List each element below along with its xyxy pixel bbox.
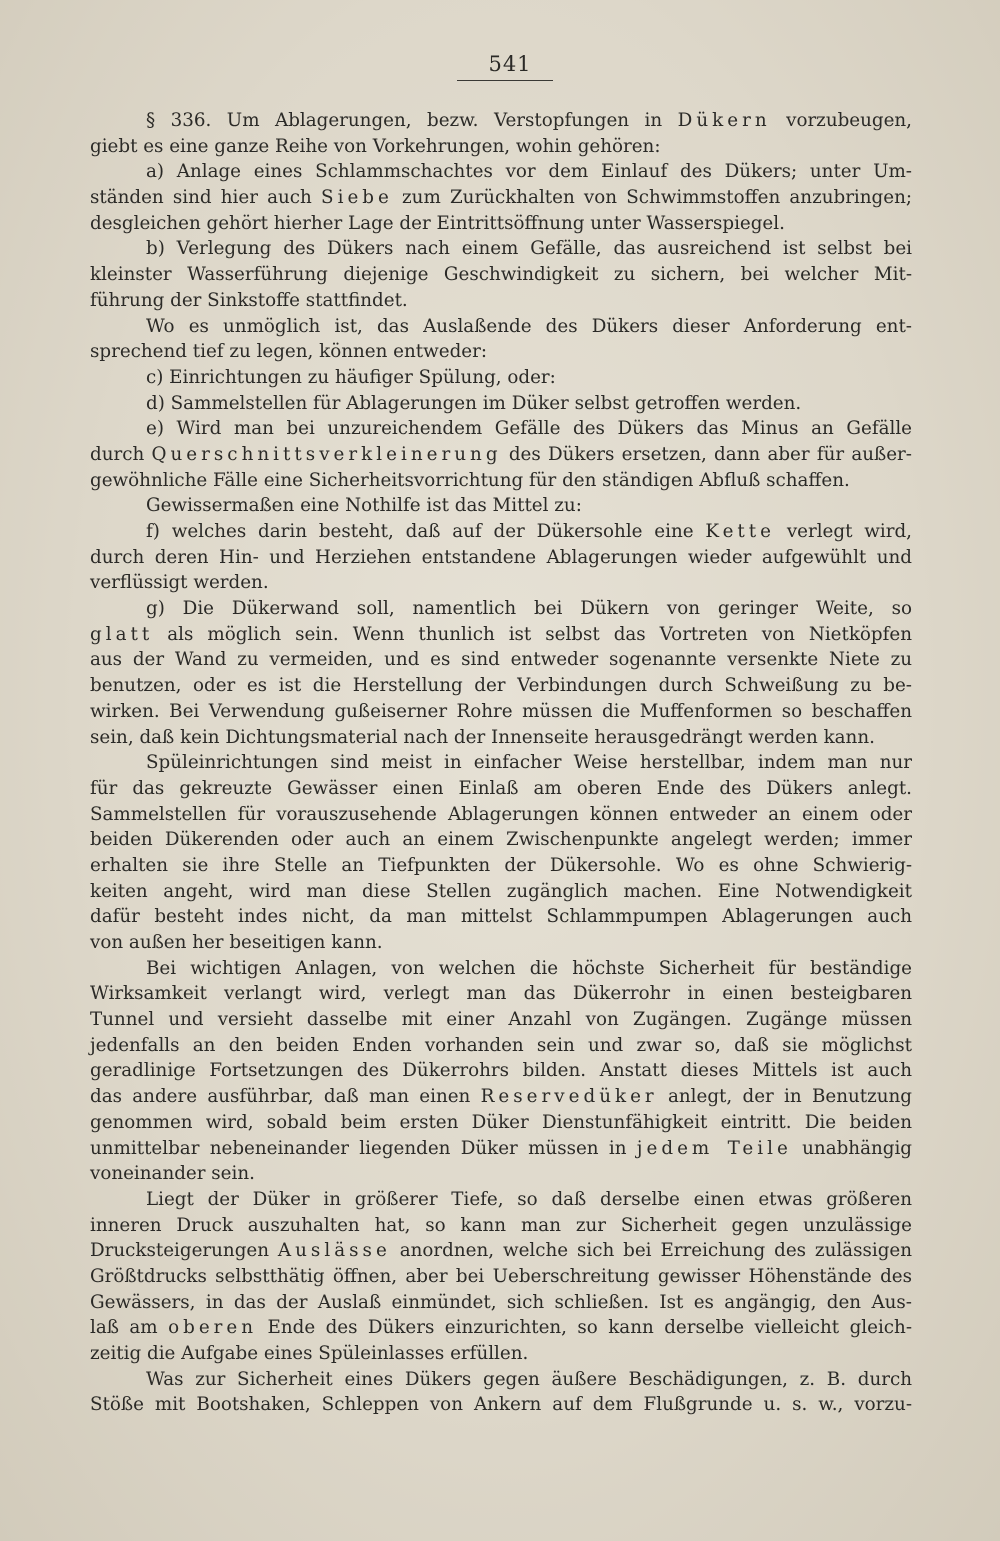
- text-run: Sammelstellen für vorauszusehende Ablagerungen können entweder an einem oder: [90, 803, 912, 825]
- text-line: [90, 262, 912, 288]
- text-line: [90, 288, 912, 314]
- text-run: verlegt wird,: [775, 521, 912, 542]
- text-run: des Dükers ersetzen, dann aber für außer-: [501, 443, 912, 465]
- text-run: dafür besteht indes nicht, da man mittelst Schlammpumpen Ablagerungen auch: [90, 906, 912, 928]
- text-line: [90, 416, 912, 442]
- text-line: [90, 159, 912, 185]
- text-run: Gewässers, in das der Auslaß einmündet, sich schließen. Ist es angängig, den Aus-: [90, 1291, 912, 1313]
- text-line: [90, 545, 912, 571]
- text-run: verflüssigt werden.: [90, 572, 269, 594]
- text-run: c) Einrichtungen zu häufiger Spülung, oder:: [146, 366, 556, 388]
- text-line: [90, 1110, 912, 1136]
- text-run: zum Zurückhalten von Schwimmstoffen anzubringen;: [392, 187, 913, 209]
- text-line: [90, 1392, 912, 1418]
- text-run: jedenfalls an den beiden Enden vorhanden sein und zwar so, daß sie möglichst: [90, 1034, 912, 1056]
- text-line: [90, 1187, 912, 1213]
- text-run: benutzen, oder es ist die Herstellung der Verbindungen durch Schweißung zu be-: [90, 675, 912, 697]
- text-run: genommen wird, sobald beim ersten Düker Dienstunfähigkeit eintritt. Die beiden: [90, 1111, 912, 1133]
- text-line: [90, 827, 912, 853]
- text-line: [90, 468, 912, 494]
- text-line: [90, 776, 912, 802]
- text-run: geradlinige Fortsetzungen des Dükerrohrs bilden. Anstatt dieses Mittels ist auch: [90, 1060, 912, 1082]
- text-run: Spüleinrichtungen sind meist in einfacher Weise herstellbar, indem man nur: [146, 752, 912, 774]
- text-line: [90, 1058, 912, 1084]
- spaced-emphasis: Siebe: [321, 187, 393, 209]
- text-run: voneinander sein.: [90, 1163, 255, 1185]
- spaced-emphasis: Querschnittsverkleinerung: [151, 443, 502, 465]
- text-run: b) Verlegung des Dükers nach einem Gefälle, das ausreichend ist selbst bei: [146, 238, 912, 260]
- spaced-emphasis: oberen: [168, 1317, 258, 1339]
- text-run: unabhängig: [791, 1137, 912, 1159]
- text-line: [90, 1264, 912, 1290]
- text-line: [90, 673, 912, 699]
- text-line: [90, 879, 912, 905]
- spaced-emphasis: Auslässe: [277, 1240, 391, 1262]
- text-run: Tunnel und versieht dasselbe mit einer Anzahl von Zugängen. Zugänge müssen: [90, 1009, 912, 1031]
- text-line: [90, 647, 912, 673]
- text-run: als möglich sein. Wenn thunlich ist selbst das Vortreten von Nietköpfen: [153, 623, 912, 645]
- body-text: [90, 108, 912, 1418]
- text-run: giebt es eine ganze Reihe von Vorkehrungen, wohin gehören:: [90, 135, 661, 157]
- text-line: [90, 622, 912, 648]
- text-run: anlegt, der in Benutzung: [657, 1086, 912, 1108]
- text-line: [90, 981, 912, 1007]
- text-run: § 336. Um Ablagerungen, bezw. Verstopfungen in: [146, 110, 678, 131]
- text-run: Liegt der Düker in größerer Tiefe, so daß derselbe einen etwas größeren: [146, 1188, 912, 1210]
- text-run: Wo es unmöglich ist, das Auslaßende des Dükers dieser Anforderung ent-: [146, 315, 912, 337]
- text-line: [90, 314, 912, 340]
- text-line: [90, 339, 912, 365]
- text-line: [90, 1341, 912, 1367]
- text-run: a) Anlage eines Schlammschachtes vor dem Einlauf des Dükers; unter Um-: [146, 161, 912, 183]
- text-run: sein, daß kein Dichtungsmaterial nach der Innenseite herausgedrängt werden kann.: [90, 726, 875, 748]
- text-line: [90, 1084, 912, 1110]
- text-run: führung der Sinkstoffe stattfindet.: [90, 289, 408, 311]
- text-run: Was zur Sicherheit eines Dükers gegen äußere Beschädigungen, z. B. durch: [146, 1368, 912, 1390]
- text-run: anordnen, welche sich bei Erreichung des zulässigen: [390, 1240, 912, 1262]
- text-line: [90, 853, 912, 879]
- text-run: unmittelbar nebeneinander liegenden Düker müssen in: [90, 1137, 637, 1159]
- text-line: [90, 519, 912, 545]
- text-run: d) Sammelstellen für Ablagerungen im Düker selbst getroffen werden.: [146, 392, 802, 414]
- spaced-emphasis: Reservedüker: [480, 1086, 658, 1108]
- text-line: [90, 211, 912, 237]
- text-line: [90, 442, 912, 468]
- text-line: [90, 108, 912, 134]
- text-line: [90, 1007, 912, 1033]
- text-run: Größtdrucks selbstthätig öffnen, aber bei Ueberschreitung gewisser Höhenstände des: [90, 1265, 912, 1287]
- text-run: Wirksamkeit verlangt wird, verlegt man das Dükerrohr in einen besteigbaren: [90, 983, 912, 1005]
- text-run: keiten angeht, wird man diese Stellen zugänglich machen. Eine Notwendigkeit: [90, 880, 912, 902]
- text-run: das andere ausführbar, daß man einen: [90, 1086, 481, 1108]
- text-line: [90, 134, 912, 160]
- text-run: kleinster Wasserführung diejenige Geschwindigkeit zu sichern, bei welcher Mit-: [90, 264, 912, 286]
- text-run: desgleichen gehört hierher Lage der Eintrittsöffnung unter Wasserspiegel.: [90, 212, 785, 234]
- text-run: f) welches darin besteht, daß auf der Dükersohle eine: [146, 521, 706, 542]
- text-run: Ende des Dükers einzurichten, so kann derselbe vielleicht gleich-: [257, 1317, 912, 1339]
- text-line: [90, 1213, 912, 1239]
- text-run: durch: [90, 443, 152, 465]
- text-line: [90, 802, 912, 828]
- text-run: laß am: [90, 1317, 169, 1339]
- page-number-rule: [457, 80, 553, 81]
- text-run: sprechend tief zu legen, können entweder:: [90, 341, 488, 363]
- text-run: Drucksteigerungen: [90, 1240, 278, 1262]
- text-run: erhalten sie ihre Stelle an Tiefpunkten der Dükersohle. Wo es ohne Schwierig-: [90, 854, 912, 876]
- text-line: [90, 904, 912, 930]
- text-line: [90, 1315, 912, 1341]
- text-run: aus der Wand zu vermeiden, und es sind entweder sogenannte versenkte Niete zu: [90, 649, 912, 671]
- text-run: Stöße mit Bootshaken, Schleppen von Ankern auf dem Flußgrunde u. s. w., vorzu-: [90, 1394, 912, 1416]
- text-run: ständen sind hier auch: [90, 187, 322, 209]
- text-line: [90, 1033, 912, 1059]
- spaced-emphasis: jedem Teile: [636, 1137, 792, 1159]
- text-line: [90, 185, 912, 211]
- text-line: [90, 1136, 912, 1162]
- text-line: [90, 1161, 912, 1187]
- text-line: [90, 930, 912, 956]
- text-line: [90, 596, 912, 622]
- text-run: von außen her beseitigen kann.: [90, 932, 383, 953]
- text-run: Gewissermaßen eine Nothilfe ist das Mittel zu:: [146, 495, 582, 517]
- text-run: e) Wird man bei unzureichendem Gefälle des Dükers das Minus an Gefälle: [146, 418, 912, 440]
- text-line: [90, 570, 912, 596]
- spaced-emphasis: Kette: [705, 521, 776, 542]
- text-line: [90, 1238, 912, 1264]
- text-line: [90, 725, 912, 751]
- spaced-emphasis: glatt: [90, 623, 154, 645]
- text-line: [90, 1367, 912, 1393]
- spaced-emphasis: Dükern: [677, 110, 771, 131]
- text-line: [90, 391, 912, 417]
- text-line: [90, 1290, 912, 1316]
- text-run: durch deren Hin- und Herziehen entstandene Ablagerungen wieder aufgewühlt und: [90, 546, 912, 568]
- text-run: Bei wichtigen Anlagen, von welchen die höchste Sicherheit für beständige: [146, 957, 912, 979]
- text-line: [90, 750, 912, 776]
- text-line: [90, 365, 912, 391]
- text-run: inneren Druck auszuhalten hat, so kann man zur Sicherheit gegen unzulässige: [90, 1214, 912, 1236]
- text-run: wirken. Bei Verwendung gußeiserner Rohre müssen die Muffenformen so beschaffen: [90, 700, 912, 722]
- text-run: für das gekreuzte Gewässer einen Einlaß am oberen Ende des Dükers anlegt.: [90, 777, 912, 799]
- text-run: g) Die Dükerwand soll, namentlich bei Dükern von geringer Weite, so: [146, 598, 912, 620]
- text-run: vorzubeugen,: [770, 110, 912, 131]
- text-line: [90, 699, 912, 725]
- text-run: beiden Dükerenden oder auch an einem Zwischenpunkte angelegt werden; immer: [90, 829, 912, 851]
- text-run: gewöhnliche Fälle eine Sicherheitsvorrichtung für den ständigen Abfluß schaffen.: [90, 469, 850, 491]
- text-line: [90, 493, 912, 519]
- text-line: [90, 956, 912, 982]
- page-number: 541: [488, 52, 532, 76]
- text-line: [90, 236, 912, 262]
- text-run: zeitig die Aufgabe eines Spüleinlasses erfüllen.: [90, 1343, 529, 1364]
